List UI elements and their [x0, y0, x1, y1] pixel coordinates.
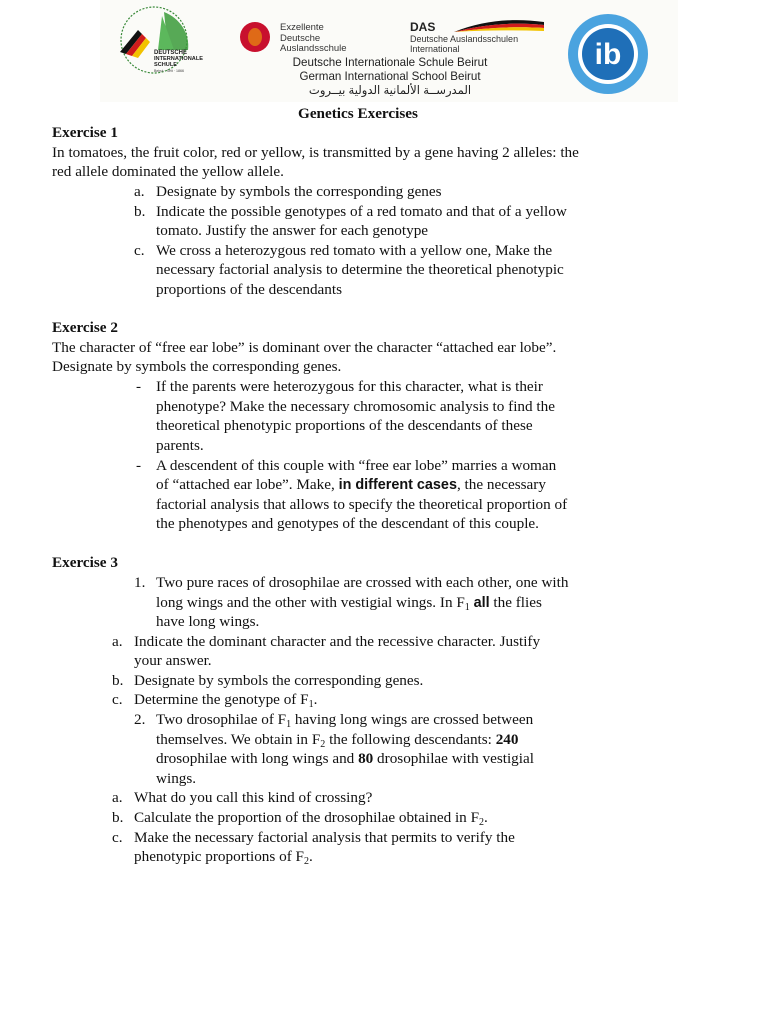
school-names: [260, 56, 520, 98]
exercise-3-q2c-line-2: [134, 847, 313, 867]
exercise-3-part-2-line-1-end: having long wings are crossed between: [291, 711, 534, 728]
exercise-2-bullet-1-line-1: If the parents were heterozygous for this character, what is their: [156, 378, 543, 395]
header-banner: [100, 0, 678, 102]
exercise-3-f1-subscript: 1: [464, 602, 470, 613]
exercise-3-q1c-subscript: 1: [308, 699, 314, 710]
exercise-1-item-c-line-2: necessary factorial analysis to determine the theoretical phenotypic: [156, 261, 564, 278]
eda-text-3: Auslandsschule: [280, 43, 347, 54]
exercise-2-bullet-1-line-3: theoretical phenotypic proportions of the descendants of these: [156, 417, 533, 434]
dis-logo-text-3: SCHULE: [154, 62, 177, 68]
exercise-1-item-a-marker: a.: [134, 183, 145, 200]
exercise-2-bullet-1-marker: -: [136, 378, 142, 395]
exercise-2-bullet-2-line-1: A descendent of this couple with “free ear lobe” marries a woman: [156, 457, 557, 474]
das-logo: [410, 20, 542, 54]
exercise-3-count-80: 80: [358, 750, 374, 767]
ib-logo-text: ib: [594, 38, 622, 71]
exercise-3-q1a-line-2: your answer.: [134, 652, 212, 669]
exercise-3-part-2-line-3-start: drosophilae with long wings and: [156, 750, 359, 767]
exercise-3-q2b-text-start: Calculate the proportion of the drosophilae obtained in F: [134, 809, 480, 826]
das-flag-swoosh-icon: [454, 20, 544, 32]
exercise-1-item-b-marker: b.: [134, 203, 146, 220]
exercise-1-item-c-line-3: proportions of the descendants: [156, 281, 343, 298]
exercise-3-q1b-marker: b.: [112, 672, 124, 689]
exercise-2-bullet-2-marker: -: [136, 457, 142, 474]
exercise-2-bullet-1-line-2: phenotype? Make the necessary chromosomic analysis to find the: [156, 398, 555, 415]
exercise-3-part-2-f1-subscript: 1: [286, 719, 292, 730]
exercise-1-item-c-marker: c.: [134, 242, 145, 259]
exercise-2-bullet-2-line-3: factorial analysis that allows to specify the theoretical proportion of: [156, 496, 568, 513]
exercise-3-q2b-subscript: 2: [479, 817, 485, 828]
exercise-2-bullet-2-line-4: the phenotypes and genotypes of the descendant of this couple.: [156, 515, 539, 532]
exercise-2-emphasis-in-different-cases: in different cases: [338, 477, 457, 493]
dis-logo-text-1: DEUTSCHE: [154, 50, 188, 56]
exercise-2-bullet-2-line-2: [156, 475, 546, 496]
exercise-2-bullet-1-line-4: parents.: [156, 437, 204, 454]
ib-world-school-logo: [566, 12, 650, 96]
exercise-3-heading: Exercise 3: [52, 554, 118, 571]
exercise-2-bullet-2-line-2-start: of “attached ear lobe”. Make,: [156, 476, 339, 493]
exercise-3-part-1-line-3: have long wings.: [156, 613, 260, 630]
exercise-2-intro-line-2: Designate by symbols the corresponding genes.: [52, 358, 342, 375]
exercise-3-emphasis-all: all: [473, 595, 490, 611]
exzellente-deutsche-auslandsschule-logo: [240, 20, 380, 54]
exercise-3-part-1-line-2: [156, 593, 542, 614]
exercise-1-item-c-line-1: We cross a heterozygous red tomato with a yellow one, Make the: [156, 242, 553, 259]
exercise-3-q2c-period: .: [309, 848, 313, 865]
exercise-1-item-b-line-1: Indicate the possible genotypes of a red tomato and that of a yellow: [156, 203, 567, 220]
exercise-3-part-2-line-3-end: drosophilae with vestigial: [373, 750, 534, 767]
exercise-3-q1a-line-1: Indicate the dominant character and the recessive character. Justify: [134, 633, 541, 650]
school-name-ar: المدرســة الألمانية الدولية بيــروت: [308, 84, 472, 97]
exercise-3-part-2-f2-subscript: 2: [320, 739, 326, 750]
exercise-3-q2c-line-2-start: phenotypic proportions of F: [134, 848, 304, 865]
exercise-3-part-2-line-1-start: Two drosophilae of F: [156, 711, 287, 728]
exercise-3-part-1-line-2-end: the flies: [489, 594, 542, 611]
school-name-de: Deutsche Internationale Schule Beirut: [292, 56, 488, 69]
exercise-3-q1a-marker: a.: [112, 633, 123, 650]
exercise-3-part-2-line-2-mid: the following descendants:: [325, 731, 496, 748]
exercise-1-heading: Exercise 1: [52, 124, 118, 141]
exercise-1-intro-line-2: red allele dominated the yellow allele.: [52, 163, 284, 180]
exercise-2-intro-line-1: The character of “free ear lobe” is dominant over the character “attached ear lobe”.: [52, 339, 557, 356]
page-title: Genetics Exercises: [298, 105, 418, 122]
exercise-1-intro-line-1: In tomatoes, the fruit color, red or yellow, is transmitted by a gene having 2 alleles: the: [52, 144, 579, 161]
exercise-3-q2a-text: What do you call this kind of crossing?: [134, 789, 373, 806]
das-title: DAS: [410, 20, 436, 34]
exercise-3-q1b-text: Designate by symbols the corresponding genes.: [134, 672, 424, 689]
exercise-3-q2a-marker: a.: [112, 789, 123, 806]
exercise-3-part-2-line-2: [156, 730, 518, 750]
exercise-3-part-2-line-2-start: themselves. We obtain in F: [156, 731, 321, 748]
eda-logo-icon: [240, 22, 270, 52]
dis-school-logo: [104, 4, 210, 76]
das-text-1: Deutsche Auslandsschulen: [410, 34, 519, 44]
exercise-3-q1c-text-start: Determine the genotype of F: [134, 691, 309, 708]
exercise-3-q2b-text: [134, 808, 488, 828]
exercise-1-item-b-line-2: tomato. Justify the answer for each genotype: [156, 222, 429, 239]
eda-text-1: Exzellente: [280, 22, 324, 33]
exercise-3-q1c-text: [134, 690, 317, 710]
exercise-3-part-2-marker: 2.: [134, 711, 146, 728]
exercise-3-count-240: 240: [495, 731, 519, 748]
dis-logo-text-2: INTERNATIONALE: [154, 56, 203, 62]
school-name-en: German International School Beirut: [299, 70, 481, 83]
das-text-2: International: [410, 44, 460, 54]
exercise-3-part-2-line-4: wings.: [156, 770, 197, 787]
exercise-3-part-2-line-3: [156, 749, 534, 769]
exercise-1-item-a-text: Designate by symbols the corresponding genes: [156, 183, 442, 200]
exercise-3-q2c-subscript: 2: [304, 856, 309, 867]
exercise-3-q2b-period: .: [484, 809, 488, 826]
exercise-3-part-2-line-1: [156, 710, 533, 730]
exercise-2-heading: Exercise 2: [52, 319, 118, 336]
dis-logo-text-4: Beirut · Seit · 1866: [154, 69, 184, 73]
exercise-3-q1c-period: .: [313, 691, 318, 708]
exercise-3-q2c-marker: c.: [112, 829, 123, 846]
exercise-3-q2b-marker: b.: [112, 809, 124, 826]
exercise-2-bullet-2-line-2-end: , the necessary: [456, 476, 546, 493]
eda-text-2: Deutsche: [280, 32, 321, 44]
exercise-3-part-1-line-2-start: long wings and the other with vestigial wings. In F: [156, 594, 465, 611]
exercise-3-part-1-line-1: Two pure races of drosophilae are crossed with each other, one with: [156, 574, 569, 591]
exercise-3-q1c-marker: c.: [112, 691, 123, 708]
exercise-3-part-1-marker: 1.: [134, 574, 146, 591]
exercise-3-q2c-line-1: Make the necessary factorial analysis that permits to verify the: [134, 829, 515, 846]
